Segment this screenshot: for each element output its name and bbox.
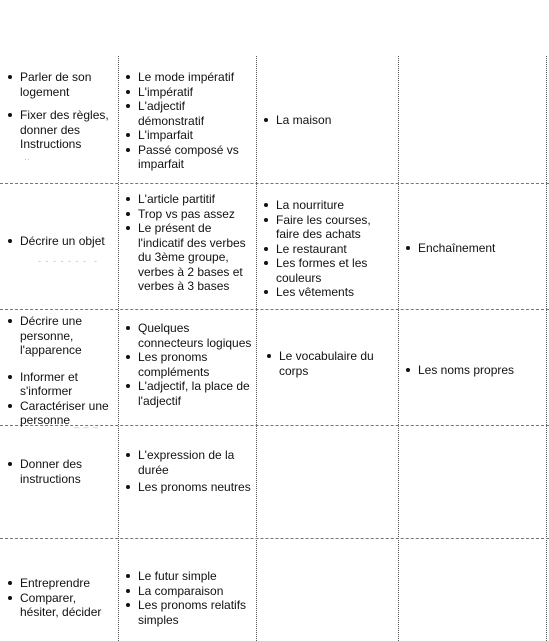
row2-col3-cell bbox=[262, 198, 394, 300]
list-item: Faire les courses, faire des achats bbox=[262, 213, 394, 242]
list-item: L'expression de la durée bbox=[124, 448, 252, 477]
list-item: Le mode impératif bbox=[124, 70, 252, 85]
list-item: Les pronoms neutres bbox=[124, 480, 252, 495]
table-divider-v2 bbox=[256, 56, 257, 641]
list-item: Donner des instructions bbox=[6, 457, 114, 486]
row5-col1-cell bbox=[6, 576, 114, 620]
list-item: Les noms propres bbox=[404, 363, 542, 378]
list-item: Décrire un objet bbox=[6, 234, 114, 249]
table-divider-h4 bbox=[0, 538, 549, 539]
list-item: La nourriture bbox=[262, 198, 394, 213]
list-item: Le restaurant bbox=[262, 242, 394, 257]
row4-col1-cell bbox=[6, 457, 114, 486]
scan-artifact: _ _ _ bbox=[74, 418, 100, 428]
list-item: Caractériser une personne bbox=[6, 399, 114, 428]
list-item: La maison bbox=[262, 113, 394, 128]
list-item: La comparaison bbox=[124, 584, 252, 599]
table-divider-h2 bbox=[0, 309, 549, 310]
list-item: Quelques connecteurs logiques bbox=[124, 321, 252, 350]
row1-col2-cell bbox=[124, 70, 252, 172]
list-item: Enchaînement bbox=[404, 241, 542, 256]
list-item: Comparer, hésiter, décider bbox=[6, 591, 114, 620]
table-divider-v1 bbox=[118, 56, 119, 641]
scan-artifact: ‥ bbox=[24, 152, 32, 162]
list-item: Le futur simple bbox=[124, 569, 252, 584]
row4-col2-cell bbox=[124, 448, 252, 495]
scan-artifact: ‐ bbox=[94, 256, 98, 266]
list-item: Trop vs pas assez bbox=[124, 207, 252, 222]
list-item: Décrire une personne, l'apparence bbox=[6, 314, 114, 358]
list-item: L'article partitif bbox=[124, 192, 252, 207]
list-item: Les vêtements bbox=[262, 285, 394, 300]
row3-col4-cell bbox=[404, 363, 542, 378]
list-item: Informer et s'informer bbox=[6, 370, 114, 399]
row1-col1-cell bbox=[6, 70, 114, 152]
list-item: L'imparfait bbox=[124, 128, 252, 143]
row3-col2-cell bbox=[124, 321, 252, 408]
list-item: L'adjectif, la place de l'adjectif bbox=[124, 379, 252, 408]
list-item: Parler de son logement bbox=[6, 70, 114, 99]
list-item: Fixer des règles, donner des Instructions bbox=[6, 108, 114, 152]
list-item: Le présent de l'indicatif des verbes du 3ème groupe, verbes à 2 bases et verbes à 3 bases bbox=[124, 221, 252, 294]
list-item: Entreprendre bbox=[6, 576, 114, 591]
scan-artifact: ‐ ‐ ‐ ‐ ‐ ‐ ‐ bbox=[38, 256, 87, 266]
row2-col2-cell bbox=[124, 192, 252, 294]
list-item: Les pronoms relatifs simples bbox=[124, 598, 252, 627]
row3-col3-cell bbox=[265, 349, 394, 378]
list-item: Le vocabulaire du corps bbox=[265, 349, 394, 378]
list-item: Les pronoms compléments bbox=[124, 350, 252, 379]
table-divider-h1 bbox=[0, 183, 549, 184]
row3-col1-cell bbox=[6, 314, 114, 428]
list-item: L'impératif bbox=[124, 85, 252, 100]
row5-col2-cell bbox=[124, 569, 252, 627]
list-item: Les formes et les couleurs bbox=[262, 256, 394, 285]
row1-col3-cell bbox=[262, 113, 394, 128]
list-item: Passé composé vs imparfait bbox=[124, 143, 252, 172]
table-divider-v3 bbox=[398, 56, 399, 641]
list-item: L'adjectif démonstratif bbox=[124, 99, 252, 128]
row2-col1-cell bbox=[6, 234, 114, 249]
row2-col4-cell bbox=[404, 241, 542, 256]
table-divider-v4 bbox=[546, 56, 547, 641]
